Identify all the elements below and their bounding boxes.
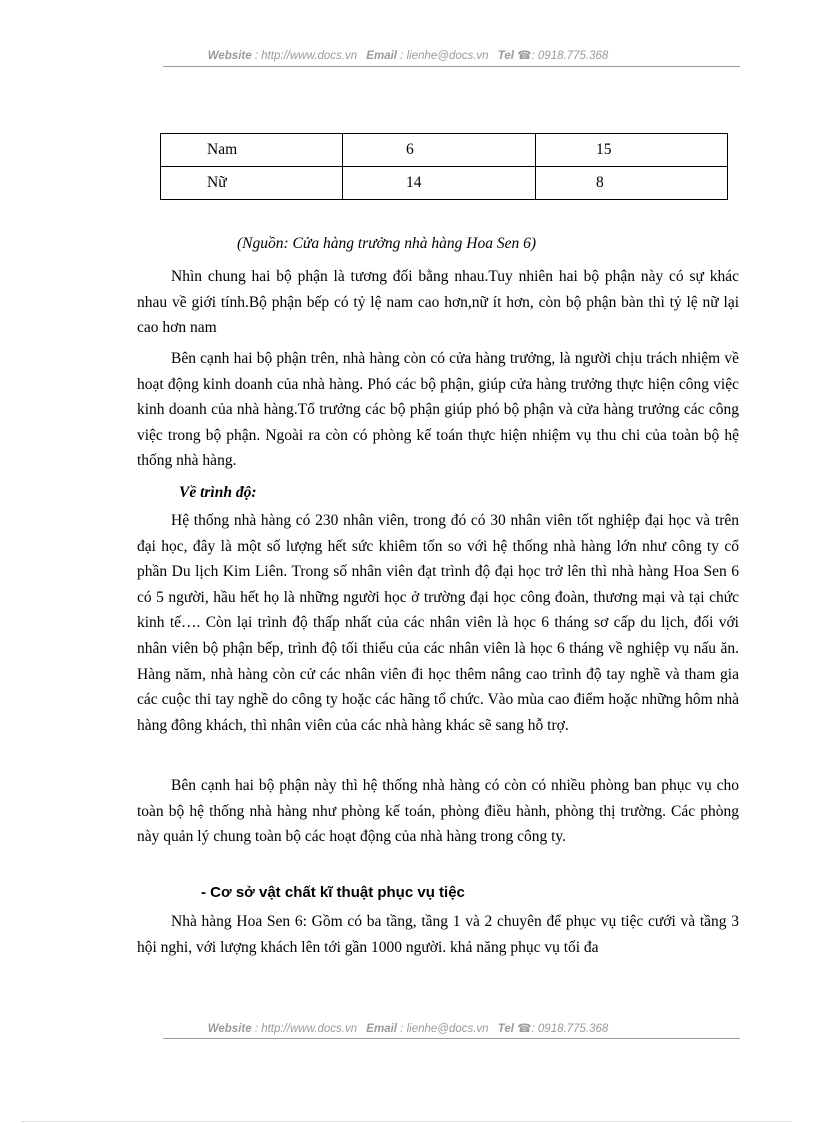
- email-link[interactable]: : lienhe@docs.vn: [400, 1023, 489, 1035]
- phone-icon: ☎: [517, 1023, 532, 1035]
- website-label: Website: [207, 50, 252, 62]
- page-footer: [0, 1021, 816, 1035]
- email-link[interactable]: : lienhe@docs.vn: [400, 50, 489, 62]
- page-edge-divider: [22, 1121, 792, 1122]
- gender-table: [160, 133, 728, 200]
- paragraph: Hệ thống nhà hàng có 230 nhân viên, trong đó có 30 nhân viên tốt nghiệp đại học và trên đại học, đây là một số lượng hết sức khiêm tốn so với hệ thống nhà hàng lớn như công ty cổ phần Du lịch Kim Liên. Trong số nhân viên đạt trình độ đại học trở lên thì nhà hàng Hoa Sen 6 có 5 người, hầu hết họ là những người học ở trường đại học công đoàn, thương mại và tại chức kinh tế…. Còn lại trình độ thấp nhất của các nhân viên là học 6 tháng sơ cấp du lịch, đối với nhân viên bộ phận bếp, trình độ tối thiểu của các nhân viên là học 6 tháng về nghiệp vụ nấu ăn. Hàng năm, nhà hàng còn cử các nhân viên đi học thêm nâng cao trình độ tay nghề và tham gia các cuộc thi tay nghề do công ty hoặc các hãng tổ chức. Vào mùa cao điểm hoặc những hôm nhà hàng đông khách, thì nhân viên của các nhà hàng khác sẽ sang hỗ trợ.: [137, 512, 739, 734]
- paragraph: Bên cạnh hai bộ phận trên, nhà hàng còn có cửa hàng trưởng, là người chịu trách nhiệm về hoạt động kinh doanh của nhà hàng. Phó các bộ phận, giúp cửa hàng trưởng thực hiện công việc kinh doanh của nhà hàng.Tổ trưởng các bộ phận giúp phó bộ phận và cửa hàng trưởng các công việc trong bộ phận. Ngoài ra còn có phòng kế toán thực hiện nhiệm vụ thu chi của toàn bộ hệ thống nhà hàng.: [137, 350, 739, 470]
- header-divider: [163, 66, 740, 67]
- table-cell-value: 6: [343, 134, 536, 167]
- table-cell-value: 15: [536, 134, 728, 167]
- page-header: [0, 48, 816, 62]
- tel-value: : 0918.775.368: [531, 50, 609, 62]
- tel-value: : 0918.775.368: [531, 1023, 609, 1035]
- subheading-education: Về trình độ:: [179, 484, 257, 501]
- table-row: [161, 167, 728, 200]
- email-label: Email: [366, 1023, 397, 1035]
- website-link[interactable]: : http://www.docs.vn: [254, 1023, 358, 1035]
- table-cell-label: Nam: [161, 134, 343, 167]
- table-cell-value: 14: [343, 167, 536, 200]
- footer-divider: [163, 1038, 740, 1039]
- website-label: Website: [207, 1023, 252, 1035]
- table-cell-label: Nữ: [161, 167, 343, 200]
- table-source-note: (Nguồn: Cửa hàng trưởng nhà hàng Hoa Sen 6): [237, 235, 537, 252]
- website-link[interactable]: : http://www.docs.vn: [254, 50, 358, 62]
- email-label: Email: [366, 50, 397, 62]
- tel-label: Tel: [497, 50, 514, 62]
- paragraph: Nhìn chung hai bộ phận là tương đối bằng nhau.Tuy nhiên hai bộ phận này có sự khác nhau về giới tính.Bộ phận bếp có tỷ lệ nam cao hơn,nữ ít hơn, còn bộ phận bàn thì tỷ lệ nữ lại cao hơn nam: [137, 268, 739, 337]
- section-heading-facilities: - Cơ sở vật chất kĩ thuật phục vụ tiệc: [201, 884, 465, 901]
- paragraph: Bên cạnh hai bộ phận này thì hệ thống nhà hàng có còn có nhiều phòng ban phục vụ cho toàn bộ hệ thống nhà hàng như phòng kế toán, phòng điều hành, phòng thị trường. Các phòng này quản lý chung toàn bộ các hoạt động của nhà hàng trong công ty.: [137, 777, 739, 846]
- phone-icon: ☎: [517, 50, 532, 62]
- tel-label: Tel: [497, 1023, 514, 1035]
- paragraph: Nhà hàng Hoa Sen 6: Gồm có ba tầng, tầng 1 và 2 chuyên để phục vụ tiệc cưới và tầng 3 hội nghi, với lượng khách lên tới gần 1000 người. khả năng phục vụ tối đa: [137, 913, 739, 956]
- table-row: [161, 134, 728, 167]
- table-cell-value: 8: [536, 167, 728, 200]
